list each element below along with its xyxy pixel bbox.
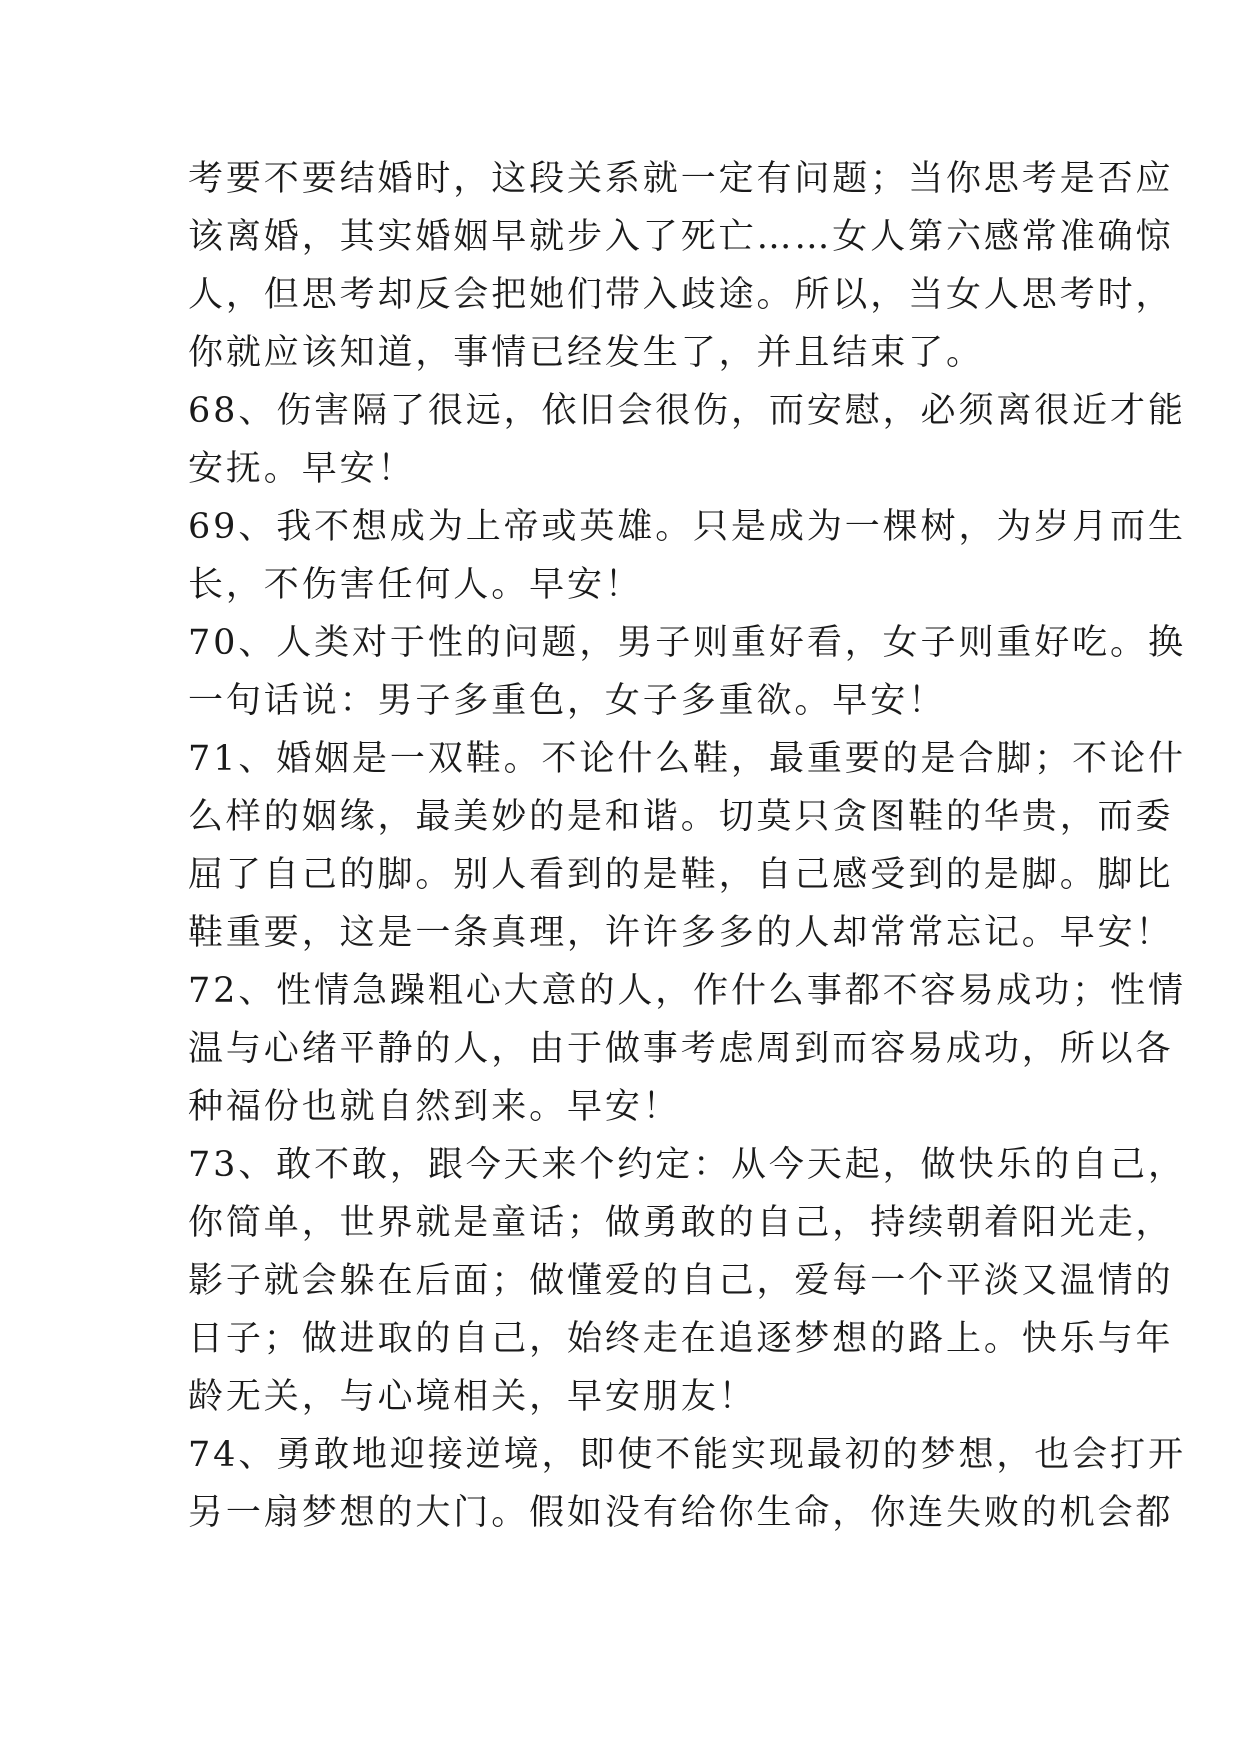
text-line: 种福份也就自然到来。早安！ xyxy=(188,1087,681,1127)
text-line: 73、敢不敢，跟今天来个约定：从今天起，做快乐的自己， xyxy=(188,1145,1186,1185)
text-line: 68、伤害隔了很远，依旧会很伤，而安慰，必须离很近才能 xyxy=(188,391,1186,431)
text-line: 72、性情急躁粗心大意的人，作什么事都不容易成功；性情 xyxy=(188,971,1186,1011)
text-line: 该离婚，其实婚姻早就步入了死亡……女人第六感常准确惊 xyxy=(188,217,1174,257)
document-body xyxy=(188,150,1186,1542)
text-line: 74、勇敢地迎接逆境，即使不能实现最初的梦想，也会打开 xyxy=(188,1435,1186,1475)
text-line: 70、人类对于性的问题，男子则重好看，女子则重好吃。换 xyxy=(188,623,1186,663)
text-line: 69、我不想成为上帝或英雄。只是成为一棵树，为岁月而生 xyxy=(188,507,1186,547)
text-line: 屈了自己的脚。别人看到的是鞋，自己感受到的是脚。脚比 xyxy=(188,855,1174,895)
text-line: 温与心绪平静的人，由于做事考虑周到而容易成功，所以各 xyxy=(188,1029,1174,1069)
text-line: 安抚。早安！ xyxy=(188,449,416,489)
text-line: 影子就会躲在后面；做懂爱的自己，爱每一个平淡又温情的 xyxy=(188,1261,1174,1301)
text-line: 人，但思考却反会把她们带入歧途。所以，当女人思考时， xyxy=(188,275,1174,315)
text-line: 另一扇梦想的大门。假如没有给你生命，你连失败的机会都 xyxy=(188,1493,1174,1533)
text-line: 考要不要结婚时，这段关系就一定有问题；当你思考是否应 xyxy=(188,159,1174,199)
text-line: 你就应该知道，事情已经发生了，并且结束了。 xyxy=(188,333,984,373)
text-line: 71、婚姻是一双鞋。不论什么鞋，最重要的是合脚；不论什 xyxy=(188,739,1186,779)
text-line: 么样的姻缘，最美妙的是和谐。切莫只贪图鞋的华贵，而委 xyxy=(188,797,1174,837)
text-line: 龄无关，与心境相关，早安朋友！ xyxy=(188,1377,757,1417)
text-line: 一句话说：男子多重色，女子多重欲。早安！ xyxy=(188,681,947,721)
text-line: 你简单，世界就是童话；做勇敢的自己，持续朝着阳光走， xyxy=(188,1203,1174,1243)
text-line: 鞋重要，这是一条真理，许许多多的人却常常忘记。早安！ xyxy=(188,913,1174,953)
text-line: 日子；做进取的自己，始终走在追逐梦想的路上。快乐与年 xyxy=(188,1319,1174,1359)
text-line: 长，不伤害任何人。早安！ xyxy=(188,565,643,605)
